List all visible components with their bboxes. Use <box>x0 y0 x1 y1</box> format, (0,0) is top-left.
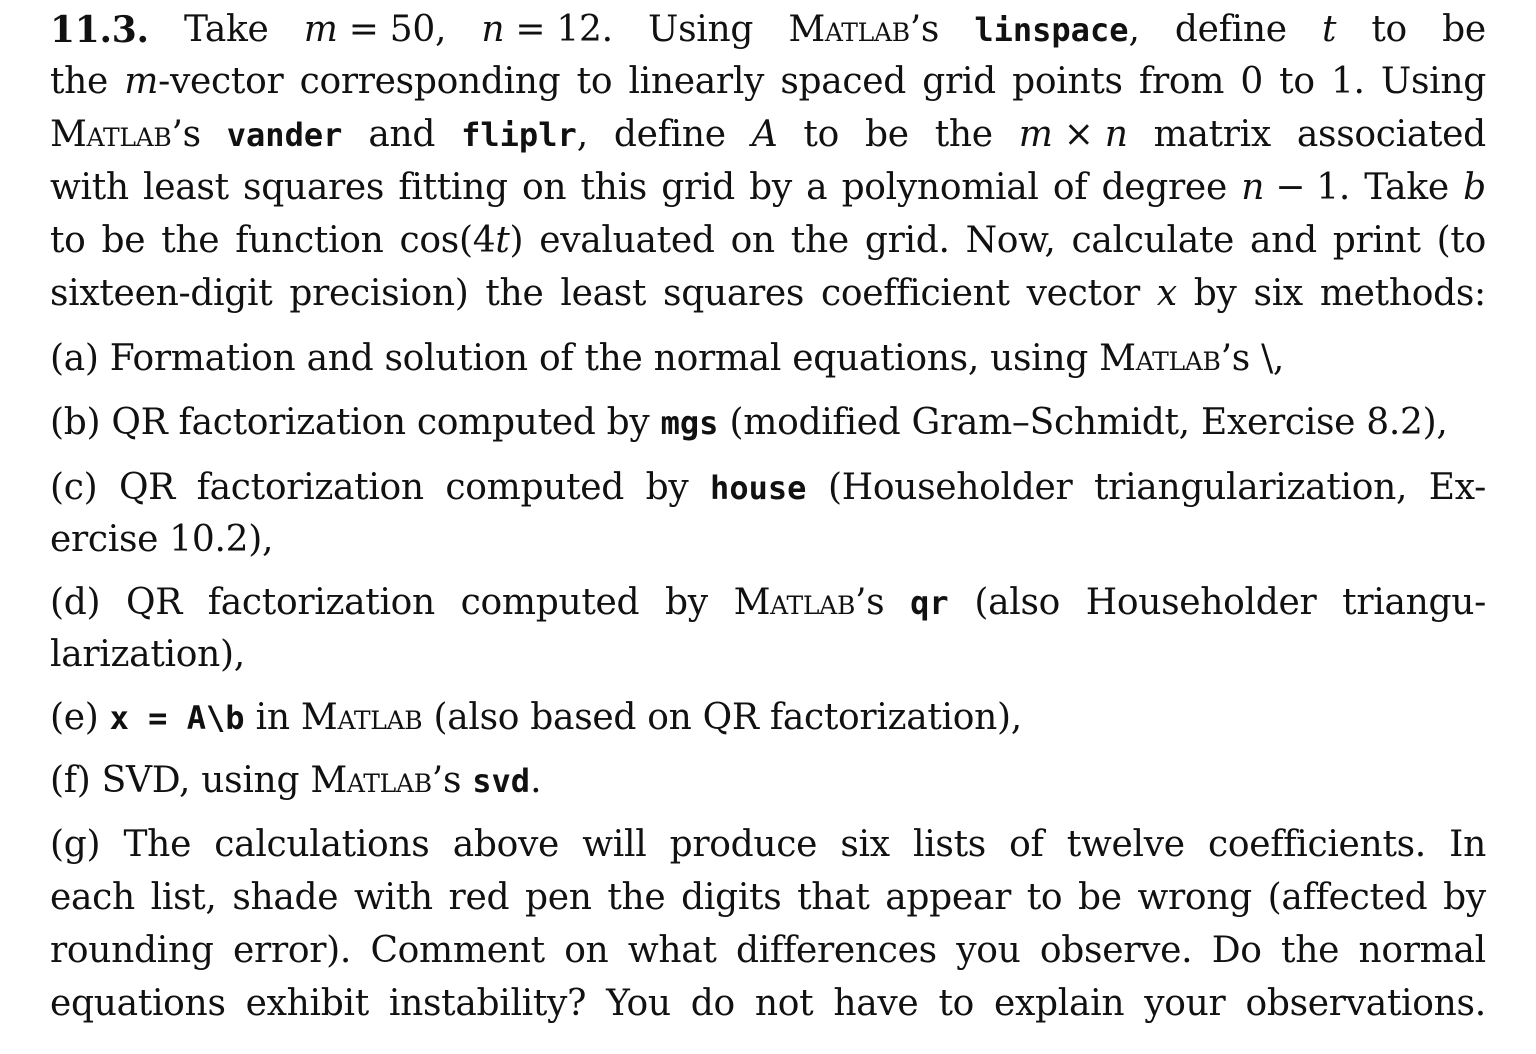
exercise-page <box>50 0 1486 1054</box>
w: be <box>1442 9 1486 50</box>
item-a: (a) Formation and solution of the normal equations, using Matlab’s \, <box>50 338 1285 379</box>
item-c-line-2: ercise 10.2), <box>50 519 274 560</box>
w: Matlab’s <box>788 9 940 50</box>
item-g-line-1: (g) The calculations above will produce six lists of twelve coefficients. In <box>50 824 1486 865</box>
w: t <box>1321 9 1337 50</box>
w: linspace, <box>974 9 1140 50</box>
item-f: (f) SVD, using Matlab’s svd. <box>50 760 542 801</box>
item-g-line-4: equations exhibit instability? You do not have to explain your observations. <box>50 983 1486 1024</box>
text-line-3: Matlab’s vander and fliplr, define A to be the m × n matrix associated <box>50 114 1486 155</box>
item-d-line-2: larization), <box>50 634 245 675</box>
text-line-6: sixteen-digit precision) the least squares coefficient vector x by six methods: <box>50 273 1486 314</box>
item-d-line-1: (d) QR factorization computed by Matlab’s qr (also Householder triangu- <box>50 582 1486 623</box>
text-line-1 <box>50 5 1486 55</box>
w: to <box>1371 9 1407 50</box>
item-b: (b) QR factorization computed by mgs (modified Gram–Schmidt, Exercise 8.2), <box>50 402 1448 443</box>
w: n = 12. <box>481 9 613 50</box>
item-g-line-3: rounding error). Comment on what differences you observe. Do the normal <box>50 930 1486 971</box>
w: m = 50, <box>303 9 447 50</box>
w: Take <box>183 9 269 50</box>
item-g-line-2: each list, shade with red pen the digits that appear to be wrong (affected by <box>50 877 1486 918</box>
text-line-5: to be the function cos(4t) evaluated on the grid. Now, calculate and print (to <box>50 220 1486 261</box>
item-e: (e) x = A\b in Matlab (also based on QR factorization), <box>50 697 1022 738</box>
w: define <box>1174 9 1287 50</box>
exercise-number: 11.3. <box>50 9 149 51</box>
w: Using <box>648 9 754 50</box>
text-line-2: the m-vector corresponding to linearly spaced grid points from 0 to 1. Using <box>50 61 1486 102</box>
item-c-line-1: (c) QR factorization computed by house (Householder triangularization, Ex- <box>50 467 1486 508</box>
text-line-4: with least squares fitting on this grid by a polynomial of degree n − 1. Take b <box>50 167 1486 208</box>
